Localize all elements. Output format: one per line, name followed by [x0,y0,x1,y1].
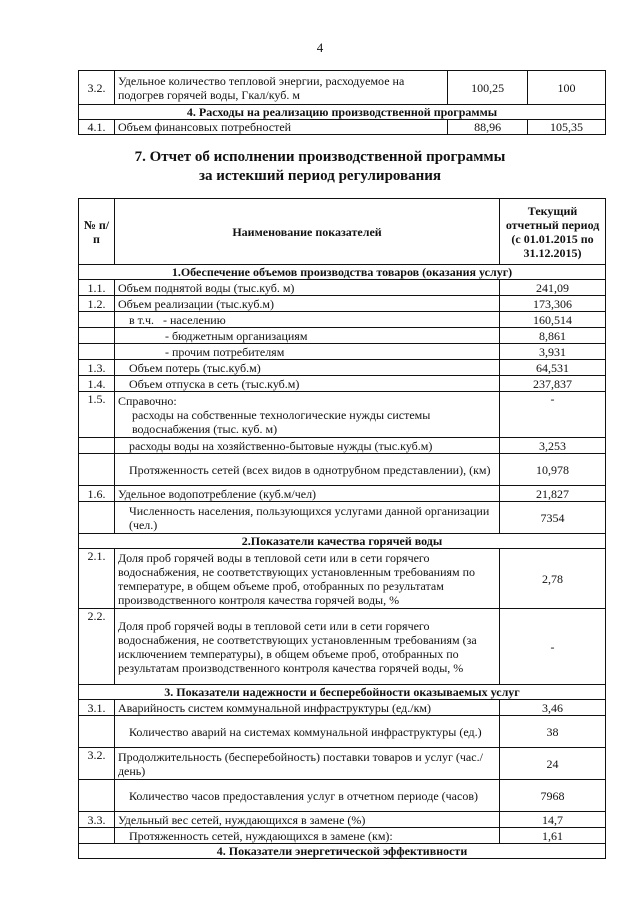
row-number: 1.6. [79,486,115,502]
row-name [114,312,499,328]
row-name: Доля проб горячей воды в тепловой сети или в сети горячего водоснабжения, не соответствующих установленным требованиям (за исключением температуры), в общем объеме проб, отобранных по результатам производственного контроля качества горячей воды, % [114,609,499,685]
section-row [79,534,606,549]
section-row [79,685,606,700]
row-value: 173,306 [500,296,606,312]
row-number [79,828,115,844]
row-value: 24 [500,748,606,780]
top-table [78,70,606,135]
table-row [79,328,606,344]
row-value: 3,253 [500,438,606,454]
row-name: Объем реализации (тыс.куб.м) [114,296,499,312]
row-number: 3.1. [79,700,115,716]
table-row [79,549,606,609]
table-row [79,360,606,376]
row-value: 64,531 [500,360,606,376]
table-row [79,296,606,312]
row-number [79,344,115,360]
table-row [79,454,606,486]
row-number: 3.2. [79,748,115,780]
section-title: 2.Показатели качества горячей воды [79,534,606,549]
table-row [79,280,606,296]
table-row [79,828,606,844]
row-name: расходы воды на хозяйственно-бытовые нужды (тыс.куб.м) [114,438,499,454]
row-name: - бюджетным организациям [114,328,499,344]
table-row [79,312,606,328]
row-number: 1.5. [79,392,115,438]
table-row [79,502,606,534]
row-name: Доля проб горячей воды в тепловой сети или в сети горячего водоснабжения, не соответствующих установленным требованиям по температуре, в общем объеме проб, отобранных по результатам производственного контроля качества горячей воды, % [114,549,499,609]
row-value: 21,827 [500,486,606,502]
row-number [79,438,115,454]
row-value: 10,978 [500,454,606,486]
row-name: Численность населения, пользующихся услугами данной организации (чел.) [114,502,499,534]
table-row [79,812,606,828]
row-value: 2,78 [500,549,606,609]
row-number: 2.2. [79,609,115,685]
row-value-plan: 100,25 [448,71,528,105]
report-heading [0,148,640,186]
row-label: расходы на собственные технологические нужды системы водоснабжения (тыс. куб. м) [131,407,431,436]
row-number: 1.4. [79,376,115,392]
row-name: Удельное количество тепловой энергии, расходуемое на подогрев горячей воды, Гкал/куб. м [114,71,447,105]
row-label: - населению [163,312,226,327]
col-value-header: Текущий отчетный период (с 01.01.2015 по 31.12.2015) [500,199,606,265]
row-number: 1.2. [79,296,115,312]
row-value: 7968 [500,780,606,812]
row-number: 1.1. [79,280,115,296]
row-name: Аварийность систем коммунальной инфраструктуры (ед./км) [114,700,499,716]
row-name: Количество аварий на системах коммунальной инфраструктуры (ед.) [114,716,499,748]
row-number: 4.1. [79,120,115,135]
row-prefix: в т.ч. [128,312,154,327]
row-value-plan: 88,96 [448,120,528,135]
row-value: - [500,609,606,685]
section-title: 3. Показатели надежности и бесперебойности оказываемых услуг [79,685,606,700]
row-number [79,716,115,748]
row-number: 3.2. [79,71,115,105]
col-name-header: Наименование показателей [114,199,499,265]
table-row [79,780,606,812]
table-row [79,71,606,105]
row-name: Объем потерь (тыс.куб.м) [114,360,499,376]
heading-line-1: 7. Отчет об исполнении производственной программы [134,149,506,165]
row-value: 3,931 [500,344,606,360]
row-number [79,502,115,534]
row-name: Количество часов предоставления услуг в отчетном периоде (часов) [114,780,499,812]
table-row [79,438,606,454]
table-row [79,609,606,685]
row-name [114,392,499,438]
row-number [79,328,115,344]
col-number-header: № п/п [79,199,115,265]
row-name: Удельный вес сетей, нуждающихся в замене (%) [114,812,499,828]
row-number: 1.3. [79,360,115,376]
row-name: Протяженность сетей, нуждающихся в замене (км): [114,828,499,844]
row-name: Продолжительность (бесперебойность) поставки товаров и услуг (час./день) [114,748,499,780]
table-row [79,376,606,392]
header-row [79,199,606,265]
row-number [79,454,115,486]
row-number [79,780,115,812]
row-value: 237,837 [500,376,606,392]
row-number: 3.3. [79,812,115,828]
row-value: 1,61 [500,828,606,844]
table-row [79,392,606,438]
row-value: 38 [500,716,606,748]
row-value: 14,7 [500,812,606,828]
table-row [79,748,606,780]
section-title: 1.Обеспечение объемов производства товаров (оказания услуг) [79,265,606,280]
row-name: Объем поднятой воды (тыс.куб. м) [114,280,499,296]
row-name: Удельное водопотребление (куб.м/чел) [114,486,499,502]
row-name: Объем финансовых потребностей [114,120,447,135]
row-value: - [500,392,606,438]
table-row [79,344,606,360]
section-title: 4. Расходы на реализацию производственной программы [79,105,606,120]
table-row [79,120,606,135]
row-value-fact: 105,35 [528,120,606,135]
page-number: 4 [316,40,324,55]
row-value: 8,861 [500,328,606,344]
row-name: - прочим потребителям [114,344,499,360]
row-value: 7354 [500,502,606,534]
table-row [79,716,606,748]
row-value: 241,09 [500,280,606,296]
row-value: 160,514 [500,312,606,328]
table-row [79,486,606,502]
section-row [79,265,606,280]
table-row [79,700,606,716]
row-note-label: Справочно: [117,393,177,408]
row-number: 2.1. [79,549,115,609]
row-number [79,312,115,328]
section-title: 4. Показатели энергетической эффективности [79,844,606,859]
section-row [79,844,606,859]
row-value-fact: 100 [528,71,606,105]
heading-line-2: за истекший период регулирования [198,168,442,184]
section-row [79,105,606,120]
row-name: Объем отпуска в сеть (тыс.куб.м) [114,376,499,392]
row-value: 3,46 [500,700,606,716]
row-name: Протяженность сетей (всех видов в однотрубном представлении), (км) [114,454,499,486]
report-table [78,198,606,859]
